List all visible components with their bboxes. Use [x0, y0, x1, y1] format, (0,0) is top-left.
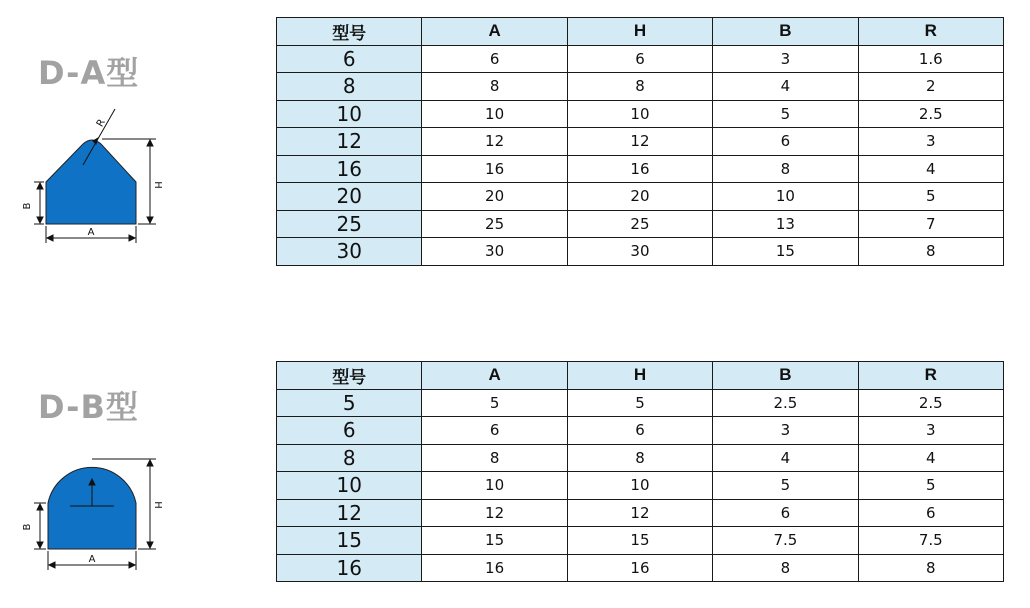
header-h: H [567, 18, 712, 46]
table-row [277, 155, 1004, 183]
header-a: A [422, 362, 567, 390]
d-b-profile-diagram [18, 448, 168, 578]
value-cell: 5 [567, 389, 712, 417]
value-cell: 3 [858, 128, 1003, 156]
header-b: B [713, 18, 858, 46]
d-b-type-title: D-B型 [38, 388, 139, 426]
value-cell: 15 [567, 527, 712, 555]
table-row [277, 554, 1004, 582]
table-row [277, 472, 1004, 500]
model-cell: 30 [277, 238, 422, 266]
value-cell: 12 [422, 128, 567, 156]
height-label: H [152, 181, 163, 189]
value-cell: 5 [713, 100, 858, 128]
header-r: R [858, 18, 1003, 46]
radius-label: R [94, 117, 108, 129]
value-cell: 8 [713, 155, 858, 183]
table-row [277, 238, 1004, 266]
value-cell: 4 [713, 444, 858, 472]
table-row [277, 417, 1004, 445]
model-cell: 15 [277, 527, 422, 555]
value-cell: 16 [567, 554, 712, 582]
value-cell: 16 [567, 155, 712, 183]
model-cell: 10 [277, 472, 422, 500]
value-cell: 6 [858, 499, 1003, 527]
table-header-row [277, 18, 1004, 46]
value-cell: 6 [713, 499, 858, 527]
value-cell: 15 [422, 527, 567, 555]
table-header-row [277, 362, 1004, 390]
value-cell: 2.5 [858, 100, 1003, 128]
value-cell: 3 [713, 45, 858, 73]
value-cell: 7.5 [858, 527, 1003, 555]
height-label: H [152, 501, 163, 509]
value-cell: 5 [858, 183, 1003, 211]
header-model: 型号 [277, 18, 422, 46]
value-cell: 12 [567, 128, 712, 156]
value-cell: 15 [713, 238, 858, 266]
table-row [277, 499, 1004, 527]
header-a: A [422, 18, 567, 46]
value-cell: 25 [422, 210, 567, 238]
value-cell: 10 [713, 183, 858, 211]
header-b: B [713, 362, 858, 390]
value-cell: 7 [858, 210, 1003, 238]
table-row [277, 183, 1004, 211]
model-cell: 6 [277, 45, 422, 73]
model-cell: 8 [277, 73, 422, 101]
table-row [277, 389, 1004, 417]
value-cell: 12 [422, 499, 567, 527]
d-a-spec-table [276, 17, 1004, 266]
value-cell: 4 [858, 155, 1003, 183]
value-cell: 8 [422, 444, 567, 472]
value-cell: 10 [422, 100, 567, 128]
model-cell: 12 [277, 499, 422, 527]
value-cell: 6 [567, 417, 712, 445]
base-height-label: B [22, 202, 33, 210]
table-row [277, 444, 1004, 472]
model-cell: 5 [277, 389, 422, 417]
header-h: H [567, 362, 712, 390]
value-cell: 2.5 [858, 389, 1003, 417]
d-a-profile-diagram [18, 105, 168, 245]
table-row [277, 128, 1004, 156]
table-row [277, 527, 1004, 555]
model-cell: 6 [277, 417, 422, 445]
value-cell: 4 [858, 444, 1003, 472]
value-cell: 5 [858, 472, 1003, 500]
value-cell: 10 [567, 100, 712, 128]
table-row [277, 73, 1004, 101]
value-cell: 10 [567, 472, 712, 500]
value-cell: 30 [422, 238, 567, 266]
header-model: 型号 [277, 362, 422, 390]
table-row [277, 210, 1004, 238]
value-cell: 3 [713, 417, 858, 445]
value-cell: 6 [422, 417, 567, 445]
value-cell: 10 [422, 472, 567, 500]
width-label: A [88, 554, 96, 565]
value-cell: 20 [422, 183, 567, 211]
value-cell: 3 [858, 417, 1003, 445]
model-cell: 25 [277, 210, 422, 238]
table-row [277, 45, 1004, 73]
value-cell: 8 [713, 554, 858, 582]
value-cell: 8 [422, 73, 567, 101]
model-cell: 10 [277, 100, 422, 128]
header-r: R [858, 362, 1003, 390]
value-cell: 13 [713, 210, 858, 238]
value-cell: 8 [858, 238, 1003, 266]
value-cell: 8 [567, 444, 712, 472]
table-row [277, 100, 1004, 128]
value-cell: 8 [567, 73, 712, 101]
value-cell: 16 [422, 554, 567, 582]
base-height-label: B [22, 523, 33, 531]
width-label: A [87, 227, 95, 238]
value-cell: 12 [567, 499, 712, 527]
d-a-type-title: D-A型 [38, 54, 140, 92]
model-cell: 12 [277, 128, 422, 156]
value-cell: 6 [422, 45, 567, 73]
value-cell: 6 [713, 128, 858, 156]
value-cell: 6 [567, 45, 712, 73]
value-cell: 1.6 [858, 45, 1003, 73]
value-cell: 20 [567, 183, 712, 211]
d-b-spec-table [276, 361, 1004, 582]
model-cell: 16 [277, 554, 422, 582]
value-cell: 8 [858, 554, 1003, 582]
model-cell: 8 [277, 444, 422, 472]
model-cell: 20 [277, 183, 422, 211]
value-cell: 7.5 [713, 527, 858, 555]
value-cell: 4 [713, 73, 858, 101]
value-cell: 2.5 [713, 389, 858, 417]
model-cell: 16 [277, 155, 422, 183]
value-cell: 16 [422, 155, 567, 183]
value-cell: 2 [858, 73, 1003, 101]
value-cell: 25 [567, 210, 712, 238]
value-cell: 30 [567, 238, 712, 266]
value-cell: 5 [422, 389, 567, 417]
value-cell: 5 [713, 472, 858, 500]
